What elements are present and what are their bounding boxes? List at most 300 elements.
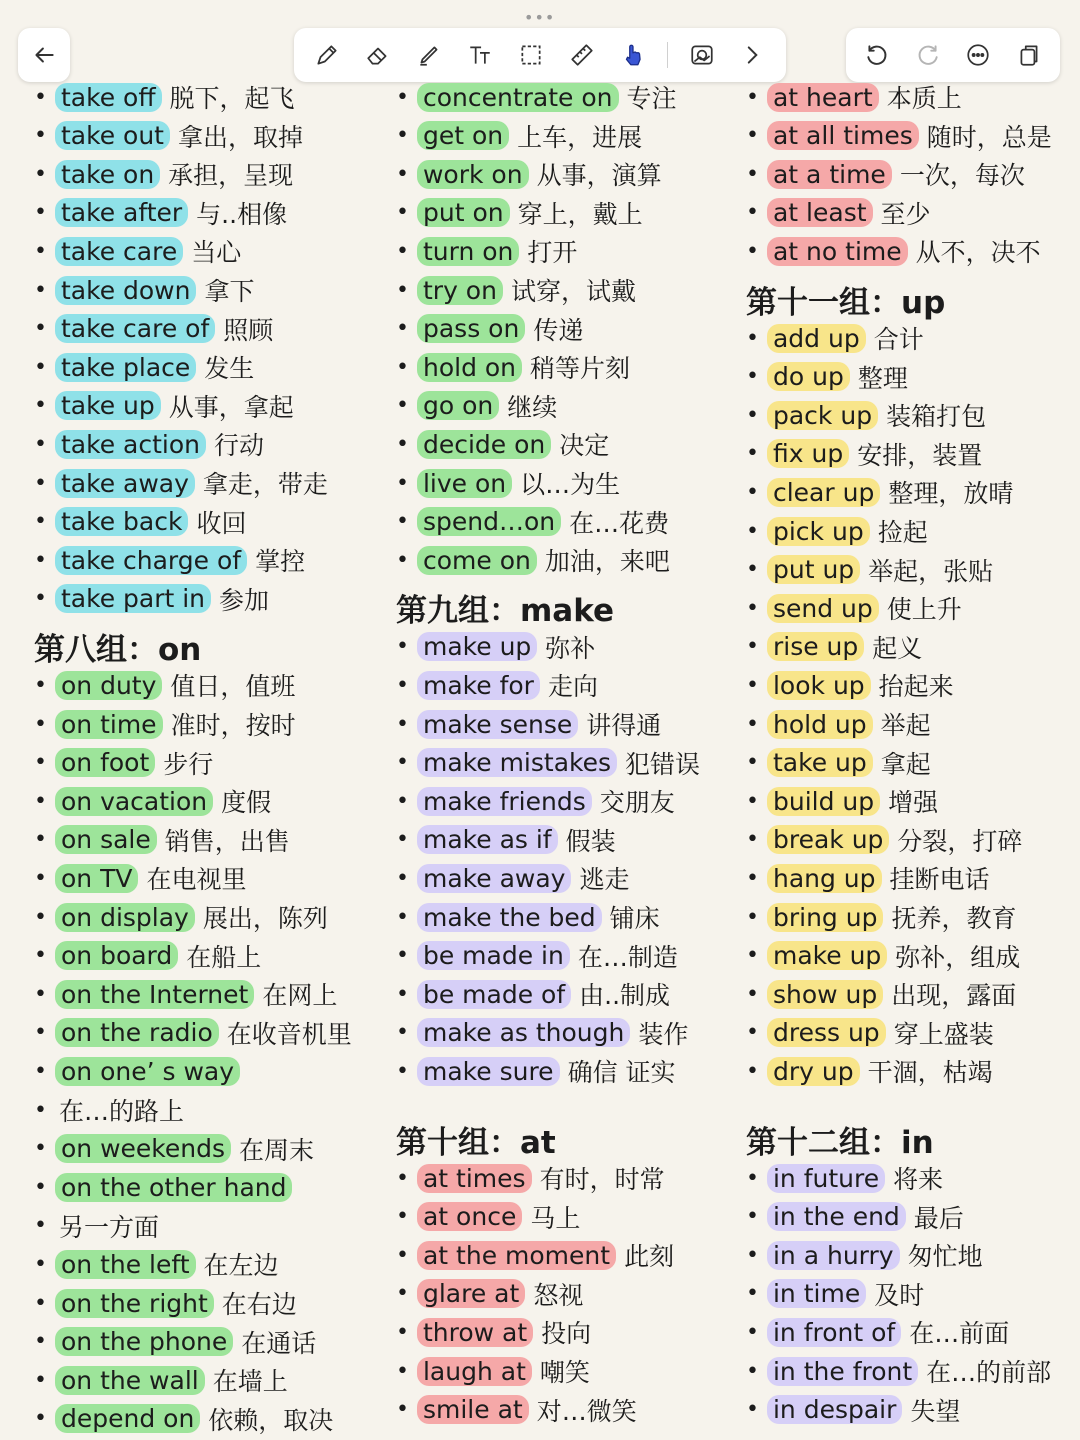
phrase-chinese: 抚养，教育 [891,904,1017,933]
bullet-icon: • [396,634,409,660]
phrase-chinese: 弥补 [545,633,596,663]
bullet-icon: • [34,943,47,969]
phrase-chinese: 展出，陈列 [202,904,328,933]
bullet-icon: • [34,1097,47,1123]
phrase-chinese: 举起，张贴 [868,556,994,586]
bullet-icon: • [34,750,47,776]
bullet-icon: • [396,277,409,303]
phrase-chinese: 装箱打包 [886,402,987,432]
phrase-item [34,196,287,230]
phrase-item [34,1093,184,1127]
bullet-icon: • [746,711,759,737]
toolbar-right [846,28,1060,82]
phrase-item [34,1325,316,1359]
phrase-english: try on [417,276,503,305]
phrase-item [746,475,1013,509]
bullet-icon: • [396,750,409,776]
eraser-icon[interactable] [361,38,395,72]
phrase-item [34,823,290,857]
phrase-item [396,1054,676,1088]
bullet-icon: • [396,788,409,814]
phrase-chinese: 照顾 [223,315,274,345]
phrase-english: on duty [55,671,162,700]
phrase-item [34,466,328,500]
phrase-english: clear up [767,478,880,507]
phrase-chinese: 本质上 [886,84,962,113]
phrase-english: in the front [767,1357,918,1386]
phrase-english: depend on [55,1404,200,1433]
phrase-item [34,861,246,895]
phrase-item [396,543,670,577]
phrase-item [396,900,660,934]
phrase-chinese: 在…花费 [569,508,670,538]
bullet-icon: • [34,981,47,1007]
phrase-chinese: 决定 [559,431,610,461]
phrase-item [396,1354,590,1388]
phrase-item [396,1161,665,1195]
phrase-item [34,939,261,973]
phrase-item [34,505,246,539]
phrase-chinese: 分裂，打碎 [897,826,1023,856]
bullet-icon: • [746,1281,759,1307]
chevron-right-icon[interactable] [735,38,769,72]
bullet-icon: • [34,509,47,535]
bullet-icon: • [746,595,759,621]
phrase-item [746,668,954,702]
phrase-english: in a hurry [767,1241,900,1270]
phrase-item [396,505,669,539]
bullet-icon: • [746,518,759,544]
phrase-english: in future [767,1164,885,1193]
phrase-item [746,939,1020,973]
bullet-icon: • [396,354,409,380]
phrase-chinese: 承担，呈现 [168,161,294,191]
bullet-icon: • [396,316,409,342]
phrase-chinese: 在收音机里 [226,1019,352,1049]
phrase-english: at the moment [417,1241,616,1270]
phrase-chinese: 合计 [873,325,924,354]
phrase-english: at once [417,1202,522,1231]
phrase-item [396,234,577,268]
phrase-chinese: 拿起 [880,749,931,779]
text-tool-icon[interactable] [463,38,497,72]
phrase-english: at no time [767,237,908,266]
phrase-item [34,784,271,818]
bullet-icon: • [746,750,759,776]
bullet-icon: • [396,865,409,891]
bullet-icon: • [746,904,759,930]
phrase-item [34,427,264,461]
redo-icon[interactable] [911,38,945,72]
phrase-item [746,900,1016,934]
bullet-icon: • [396,711,409,737]
phrase-item [34,312,273,346]
bullet-icon: • [34,277,47,303]
phrase-english: on board [55,941,178,970]
phrase-english: build up [767,787,880,816]
phrase-english: on TV [55,864,138,893]
bullet-icon: • [34,711,47,737]
phrase-english: smile at [417,1395,529,1424]
phrase-english: concentrate on [417,83,619,112]
phrase-item [746,360,908,394]
phrase-chinese: 度假 [221,788,272,818]
phrase-chinese: 步行 [163,749,214,779]
phrase-item [34,119,303,153]
phrase-item [396,861,629,895]
phrase-english: pack up [767,401,878,430]
phrase-item [396,746,700,780]
phrase-chinese: 捡起 [877,518,928,547]
phrase-chinese: 干涸，枯竭 [867,1058,993,1088]
bullet-icon: • [34,238,47,264]
phrase-chinese: 交朋友 [599,788,675,818]
bullet-icon: • [396,943,409,969]
bullet-icon: • [746,441,759,467]
phrase-chinese: 穿上，戴上 [517,199,643,229]
phrase-chinese: 与..相像 [196,199,288,229]
phrase-chinese: 在电视里 [146,865,247,895]
phrase-item [396,466,620,500]
bullet-icon: • [34,1213,47,1239]
phrase-item [746,398,986,432]
phrase-english: take up [767,748,873,777]
phrase-chinese: 上车，进展 [517,122,643,152]
phrase-english: make sense [417,710,578,739]
phrase-english: on the wall [55,1366,205,1395]
bullet-icon: • [396,672,409,698]
phrase-english: take place [55,353,196,382]
phrase-item [746,707,931,741]
phrase-item [34,707,296,741]
bullet-icon: • [396,161,409,187]
phrase-english: on the Internet [55,980,254,1009]
bullet-icon: • [34,1251,47,1277]
phrase-chinese: 专注 [626,84,677,113]
phrase-english: hold up [767,710,873,739]
phrase-english: at least [767,198,873,227]
phrase-item [396,707,661,741]
phrase-english: put up [767,555,860,584]
bullet-icon: • [746,672,759,698]
bullet-icon: • [34,672,47,698]
phrase-chinese: 在右边 [221,1290,297,1319]
phrase-item [746,1354,1051,1388]
phrase-chinese: 整理 [857,363,908,393]
phrase-item [746,823,1022,857]
phrase-english: on display [55,903,195,932]
bullet-icon: • [746,557,759,583]
phrase-chinese: 在左边 [203,1251,279,1281]
phrase-chinese: 怒视 [533,1280,584,1310]
bullet-icon: • [34,200,47,226]
phrase-english: be made of [417,980,571,1009]
phrase-chinese: 马上 [530,1203,581,1233]
bullet-icon: • [34,354,47,380]
undo-icon[interactable] [860,38,894,72]
phrase-chinese: 加油，来吧 [544,547,670,577]
section-heading: 第九组：make [396,593,615,630]
phrase-item [746,1238,983,1272]
phrase-item [34,1363,288,1397]
phrase-english: take on [55,160,160,189]
phrase-item [34,273,255,307]
phrase-english: on sale [55,825,157,854]
phrase-chinese: 传递 [533,315,584,345]
highlighter-icon[interactable] [412,38,446,72]
bullet-icon: • [396,1020,409,1046]
bullet-icon: • [746,200,759,226]
bullet-icon: • [396,200,409,226]
section-heading: 第八组：on [34,631,202,668]
phrase-item [396,196,643,230]
phrase-chinese: 发生 [204,354,255,384]
bullet-icon: • [34,865,47,891]
bullet-icon: • [746,1319,759,1345]
phrase-english: rise up [767,632,864,661]
phrase-english: in time [767,1279,866,1308]
phrase-chinese: 在船上 [186,942,262,972]
pen-icon[interactable] [310,38,344,72]
bullet-icon: • [746,238,759,264]
phrase-english: on the other hand [55,1173,293,1202]
phrase-chinese: 值日，值班 [170,672,296,702]
section-heading: 第十二组：in [746,1124,934,1161]
bullet-icon: • [396,1397,409,1423]
phrase-chinese: 投向 [541,1319,592,1349]
phrase-english: turn on [417,237,519,266]
bullet-icon: • [34,316,47,342]
phrase-item [746,157,1025,191]
bullet-icon: • [396,393,409,419]
phrase-english: add up [767,324,866,353]
bullet-icon: • [34,1136,47,1162]
phrase-item [396,1277,583,1311]
phrase-english: look up [767,671,871,700]
phrase-english: put on [417,198,510,227]
bullet-icon: • [396,827,409,853]
bullet-icon: • [746,84,759,110]
bullet-icon: • [34,470,47,496]
phrase-english: send up [767,594,879,623]
phrase-english: make as if [417,825,558,854]
phrase-english: make away [417,864,571,893]
phrase-item [34,234,241,268]
bullet-icon: • [746,364,759,390]
pages-icon[interactable] [1012,38,1046,72]
phrase-chinese: 拿下 [204,277,255,306]
bullet-icon: • [34,393,47,419]
phrase-english: make for [417,671,540,700]
phrase-chinese: 由..制成 [579,981,671,1011]
bullet-icon: • [396,547,409,573]
bullet-icon: • [746,161,759,187]
bullet-icon: • [396,1165,409,1191]
phrase-english: dress up [767,1018,886,1047]
bullet-icon: • [34,431,47,457]
phrase-english: live on [417,469,512,498]
section-heading: 第十一组：up [746,284,946,321]
bullet-icon: • [746,981,759,1007]
phrase-chinese: 收回 [196,508,247,538]
phrase-english: bring up [767,903,883,932]
phrase-chinese: 最后 [913,1203,964,1233]
phrase-english: on the phone [55,1327,233,1356]
phrase-english: in despair [767,1395,902,1424]
phrase-chinese: 讲得通 [586,711,662,740]
phrase-item [746,1200,964,1234]
bullet-icon: • [34,161,47,187]
phrase-item [746,80,962,114]
phrase-chinese: 及时 [874,1280,925,1310]
lasso-select-icon[interactable] [514,38,548,72]
phrase-chinese: 举起 [880,711,931,740]
phrase-english: in the end [767,1202,906,1231]
phrase-english: make friends [417,787,592,816]
phrase-english: work on [417,160,529,189]
phrase-chinese: 出现，露面 [891,981,1017,1011]
phrase-chinese: 试穿，试戴 [510,277,636,306]
phrase-english: take after [55,198,188,227]
phrase-chinese: 在…的前部 [926,1358,1052,1387]
bullet-icon: • [34,84,47,110]
bullet-icon: • [396,981,409,1007]
phrase-chinese: 在周末 [239,1135,315,1165]
phrase-chinese: 拿走，带走 [202,470,328,499]
phrase-english: be made in [417,941,570,970]
ruler-icon[interactable] [565,38,599,72]
phrase-item [746,437,982,471]
phrase-chinese: 以…为生 [520,470,621,499]
phrase-chinese: 稍等片刻 [530,354,631,384]
bullet-icon: • [34,123,47,149]
phrase-english: fix up [767,439,849,468]
phrase-item [34,1132,314,1166]
phrase-english: break up [767,825,889,854]
phrase-english: get on [417,121,509,150]
phrase-item [746,977,1016,1011]
bullet-icon: • [34,547,47,573]
phrase-item [396,939,678,973]
window-drag-dots[interactable]: ••• [524,8,556,27]
phrase-item [34,1170,292,1204]
phrase-item [396,312,583,346]
bullet-icon: • [34,1290,47,1316]
bullet-icon: • [746,865,759,891]
bullet-icon: • [396,1358,409,1384]
phrase-item [746,861,990,895]
phrase-item [396,1016,688,1050]
phrase-item [396,80,677,114]
phrase-chinese: 安排，装置 [857,440,983,470]
bullet-icon: • [746,1020,759,1046]
bullet-icon: • [746,1358,759,1384]
phrase-chinese: 随时，总是 [926,122,1052,152]
phrase-english: go on [417,391,499,420]
bullet-icon: • [746,123,759,149]
hand-pointer-icon[interactable] [616,38,650,72]
bullet-icon: • [34,904,47,930]
phrase-chinese: 起义 [872,633,923,663]
image-insert-icon[interactable] [685,38,719,72]
bullet-icon: • [34,1406,47,1432]
phrase-english: at all times [767,121,919,150]
phrase-item [34,389,294,423]
phrase-english: at times [417,1164,532,1193]
phrase-item [34,668,295,702]
phrase-item [34,1054,240,1088]
bullet-icon: • [396,1281,409,1307]
phrase-item [34,157,293,191]
phrase-item [34,1209,159,1243]
bullet-icon: • [34,788,47,814]
phrase-english: spend…on [417,507,561,536]
phrase-item [396,119,642,153]
phrase-item [746,1161,943,1195]
phrase-chinese: 铺床 [609,904,660,933]
phrase-english: glare at [417,1279,525,1308]
phrase-english: pass on [417,314,525,343]
phrase-english: on time [55,710,163,739]
phrase-chinese: 从事，演算 [536,161,662,191]
bullet-icon: • [396,904,409,930]
phrase-item [396,389,557,423]
phrase-chinese: 弥补，组成 [895,942,1021,972]
phrase-chinese: 拿出，取掉 [177,122,303,152]
phrase-english: make up [767,941,887,970]
more-options-icon[interactable] [961,38,995,72]
phrase-english: come on [417,546,537,575]
phrase-chinese: 依赖，取决 [208,1405,334,1435]
phrase-english: take out [55,121,170,150]
phrase-item [746,630,922,664]
phrase-english: take action [55,430,206,459]
phrase-chinese: 确信 证实 [567,1058,676,1088]
phrase-english: hold on [417,353,522,382]
phrase-english: take part in [55,584,211,613]
back-arrow-icon[interactable] [27,38,61,72]
phrase-english: on weekends [55,1134,231,1163]
phrase-english: take up [55,391,161,420]
phrase-chinese: 失望 [910,1396,961,1426]
phrase-item [746,1277,924,1311]
phrase-chinese: 有时，时常 [539,1165,665,1194]
phrase-english: on the radio [55,1018,219,1047]
phrase-english: on the right [55,1289,214,1318]
phrase-chinese: 嘲笑 [539,1358,590,1387]
phrase-item [396,977,670,1011]
phrase-english: take care [55,237,183,266]
phrase-item [396,668,598,702]
phrase-chinese: 犯错误 [625,749,701,779]
phrase-chinese: 至少 [880,199,931,229]
phrase-item [34,1286,297,1320]
phrase-item [746,746,931,780]
phrase-english: make sure [417,1057,560,1086]
phrase-english: laugh at [417,1357,532,1386]
phrase-item [396,427,609,461]
bullet-icon: • [34,1367,47,1393]
bullet-icon: • [746,1058,759,1084]
phrase-item [746,321,924,355]
phrase-chinese: 一次，每次 [899,161,1025,191]
phrase-chinese: 此刻 [624,1242,675,1272]
phrase-english: on vacation [55,787,213,816]
phrase-english: make the bed [417,903,602,932]
phrase-english: on one’ s way [55,1057,240,1086]
bullet-icon: • [746,479,759,505]
phrase-item [396,823,616,857]
